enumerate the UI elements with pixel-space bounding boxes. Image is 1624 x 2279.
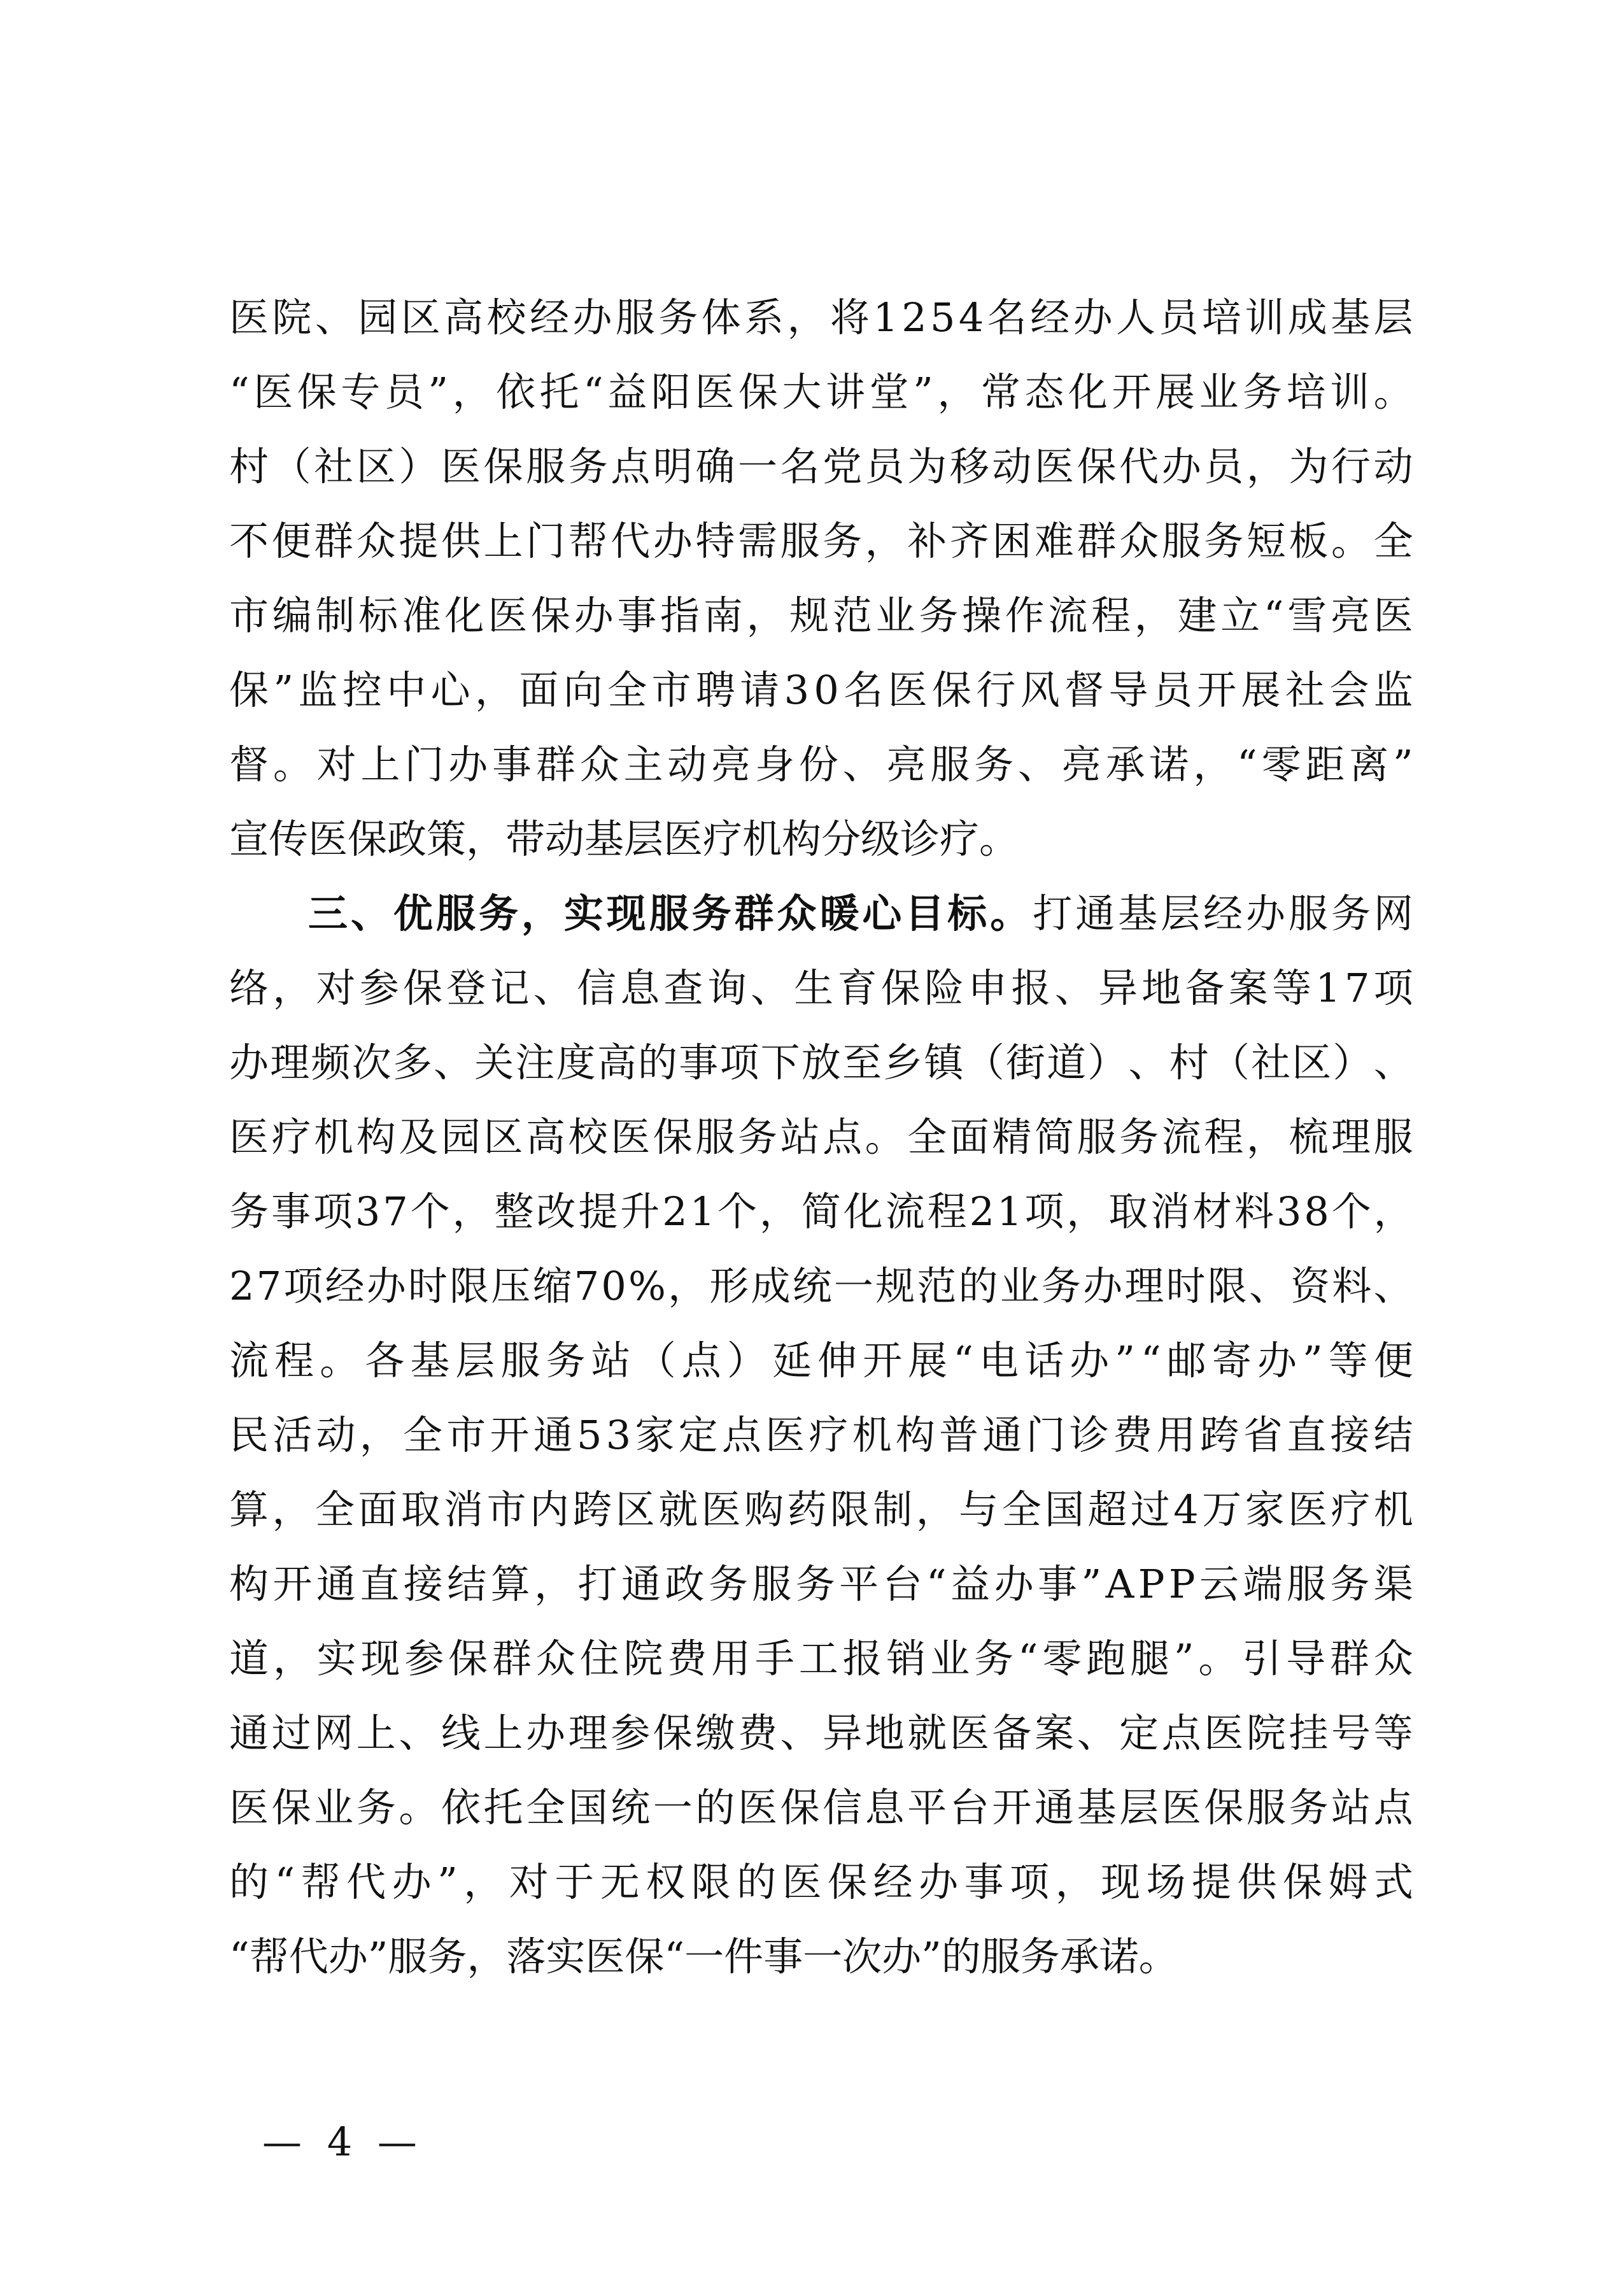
- text-line: 医 保 业 务 。 依 托 全 国 统 一 的 医 保 信 息 平 台 开 通 基 层 医 保 服 务 站 点: [229, 1784, 1413, 1831]
- text-line: 保 ” 监 控 中 心 ， 面 向 全 市 聘 请 3 0 名 医 保 行 风 督 导 员 开 展 社 会 监: [229, 667, 1413, 713]
- text-line: “帮代办”服务，落实医保“一件事一次办”的服务承诺。: [229, 1933, 1178, 1980]
- text-line: 络 ， 对 参 保 登 记 、 信 息 查 询 、 生 育 保 险 申 报 、 异 地 备 案 等 1 7 项: [229, 965, 1413, 1011]
- text-line: 2 7 项 经 办 时 限 压 缩 7 0 % ， 形 成 统 一 规 范 的 业 务 办 理 时 限 、 资 料 、: [229, 1263, 1413, 1309]
- page-number: — 4 —: [262, 2119, 423, 2165]
- text-line: 民 活 动 ， 全 市 开 通 5 3 家 定 点 医 疗 机 构 普 通 门 诊 费 用 跨 省 直 接 结: [229, 1412, 1413, 1458]
- text-line: 办 理 频 次 多 、 关 注 度 高 的 事 项 下 放 至 乡 镇 （ 街 道 ） 、 村 （ 社 区 ） 、: [229, 1039, 1413, 1086]
- text-line: 不 便 群 众 提 供 上 门 帮 代 办 特 需 服 务 ， 补 齐 困 难 群 众 服 务 短 板 。 全: [229, 518, 1413, 564]
- text-line: 村 （ 社 区 ） 医 保 服 务 点 明 确 一 名 党 员 为 移 动 医 保 代 办 员 ， 为 行 动: [229, 443, 1413, 490]
- text-line: 通 过 网 上 、 线 上 办 理 参 保 缴 费 、 异 地 就 医 备 案 、 定 点 医 院 挂 号 等: [229, 1710, 1413, 1756]
- text-line: 医 院 、 园 区 高 校 经 办 服 务 体 系 ， 将 1 2 5 4 名 经 办 人 员 培 训 成 基 层: [229, 294, 1413, 341]
- text-line: 务 事 项 3 7 个 ， 整 改 提 升 2 1 个 ， 简 化 流 程 2 1 项 ， 取 消 材 料 3 8 个 ，: [229, 1188, 1413, 1235]
- paragraph-first-line: 三 、 优 服 务 ， 实 现 服 务 群 众 暖 心 目 标 。 打 通 基 层 经 办 服 务 网: [308, 890, 1413, 937]
- text-line: 算 ， 全 面 取 消 市 内 跨 区 就 医 购 药 限 制 ， 与 全 国 超 过 4 万 家 医 疗 机: [229, 1486, 1413, 1533]
- body-text: [229, 280, 1413, 1994]
- text-line: 宣传医保政策，带动基层医疗机构分级诊疗。: [229, 816, 1019, 862]
- paragraph-1: [229, 280, 1413, 876]
- text-line: 督 。 对 上 门 办 事 群 众 主 动 亮 身 份 、 亮 服 务 、 亮 承 诺 ， “ 零 距 离 ”: [229, 741, 1413, 788]
- text-line: 市 编 制 标 准 化 医 保 办 事 指 南 ， 规 范 业 务 操 作 流 程 ， 建 立 “ 雪 亮 医: [229, 592, 1413, 639]
- text-line: 医 疗 机 构 及 园 区 高 校 医 保 服 务 站 点 。 全 面 精 简 服 务 流 程 ， 梳 理 服: [229, 1114, 1413, 1160]
- text-line: “ 医 保 专 员 ” ， 依 托 “ 益 阳 医 保 大 讲 堂 ” ， 常 态 化 开 展 业 务 培 训 。: [229, 369, 1413, 415]
- text-line: 构 开 通 直 接 结 算 ， 打 通 政 务 服 务 平 台 “ 益 办 事 ” A P P 云 端 服 务 渠: [229, 1561, 1413, 1607]
- paragraph-2: [229, 876, 1413, 1994]
- text-line: 道 ， 实 现 参 保 群 众 住 院 费 用 手 工 报 销 业 务 “ 零 跑 腿 ” 。 引 导 群 众: [229, 1635, 1413, 1682]
- text-line: 流 程 。 各 基 层 服 务 站 （ 点 ） 延 伸 开 展 “ 电 话 办 ” “ 邮 寄 办 ” 等 便: [229, 1337, 1413, 1384]
- text-line: 的 “ 帮 代 办 ” ， 对 于 无 权 限 的 医 保 经 办 事 项 ， 现 场 提 供 保 姆 式: [229, 1859, 1413, 1905]
